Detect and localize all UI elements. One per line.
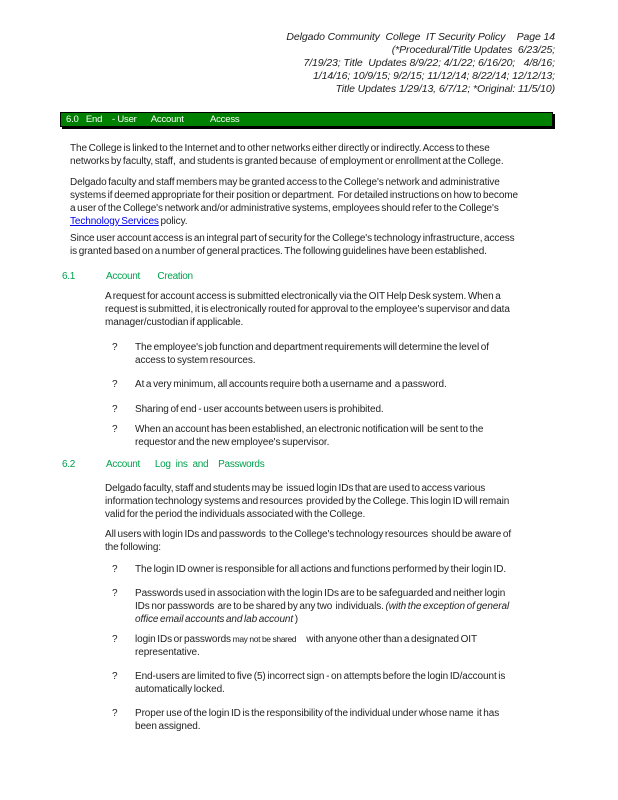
bullet-line: The login ID owner is responsible for all actions and functions performed by their login ID. <box>135 564 507 575</box>
bullet-item <box>60 423 557 449</box>
bullet-text <box>135 707 557 733</box>
bullet-item <box>60 587 557 626</box>
bullet-text-normal: ) <box>293 614 298 625</box>
bullet-marker: ? <box>112 379 118 390</box>
bullet-item <box>60 341 557 367</box>
header-line: (*Procedural/Title Updates 6/23/25; <box>391 44 555 56</box>
header-line: 1/14/16; 10/9/15; 9/2/15; 11/12/14; 8/22/14; 12/12/13; <box>313 70 555 82</box>
paragraph-line: a user of the College's network and/or administrative systems, employees should refer to the College's <box>70 203 499 214</box>
document-body <box>60 142 557 733</box>
paragraph-line: Delgado faculty and staff members may be granted access to the College's network and administrative <box>70 177 500 188</box>
bullet-item <box>60 633 557 659</box>
bullet-item <box>60 670 557 696</box>
bullet-text-normal: login IDs or passwords <box>135 634 233 645</box>
bullet-line: When an account has been established, an electronic notification will be sent to the <box>135 424 484 435</box>
bullet-text <box>135 341 557 367</box>
bullet-text-normal: IDs nor passwords are to be shared by any two individuals. <box>135 601 386 612</box>
bullet-text-normal: with anyone other than a designated OIT <box>296 634 477 645</box>
bullet-item <box>60 563 557 576</box>
bullet-item <box>60 378 557 391</box>
link-suffix-text: policy. <box>158 216 188 227</box>
bullet-text <box>135 587 557 626</box>
bullet-marker: ? <box>112 588 118 599</box>
bullet-line <box>135 633 557 646</box>
paragraph-line: A request for account access is submitted electronically via the OIT Help Desk system. When a <box>105 291 501 302</box>
paragraph-line: valid for the period the individuals associated with the College. <box>105 509 366 520</box>
bullet-line: Proper use of the login ID is the responsibility of the individual under whose name it has <box>135 708 500 719</box>
technology-services-link[interactable]: Technology Services <box>70 216 159 227</box>
bullet-text <box>135 378 557 391</box>
section-6-2-paragraph-1 <box>60 482 557 521</box>
header-line: Title Updates 1/29/13, 6/7/12; *Original: 11/5/10) <box>335 83 555 95</box>
header-line: 7/19/23; Title Updates 8/9/22; 4/1/22; 6/16/20; 4/8/16; <box>303 57 555 69</box>
intro-paragraph-1 <box>60 142 557 168</box>
document-header <box>286 31 555 96</box>
bullet-line <box>135 613 557 626</box>
bullet-marker: ? <box>112 671 118 682</box>
bullet-line: Passwords used in association with the login IDs are to be safeguarded and neither login <box>135 588 506 599</box>
bullet-marker: ? <box>112 424 118 435</box>
bullet-item <box>60 403 557 416</box>
bullet-marker: ? <box>112 708 118 719</box>
bullet-line: been assigned. <box>135 721 201 732</box>
bullet-marker: ? <box>112 564 118 575</box>
bullet-line: requestor and the new employee's supervisor. <box>135 437 330 448</box>
bullet-text <box>135 633 557 659</box>
paragraph-line: manager/custodian if applicable. <box>105 317 244 328</box>
section-title: Account Log ins and Passwords <box>106 459 265 470</box>
bullet-text <box>135 423 557 449</box>
section-title: Account Creation <box>106 271 193 282</box>
paragraph-line: All users with login IDs and passwords to the College's technology resources should be aware of <box>105 529 511 540</box>
bullet-item <box>60 707 557 733</box>
paragraph-line: the following: <box>105 542 161 553</box>
paragraph-line: systems if deemed appropriate for their position or department. For detailed instructions on how to become <box>70 190 518 201</box>
bullet-marker: ? <box>112 634 118 645</box>
bullet-text <box>135 670 557 696</box>
bullet-line: End-users are limited to five (5) incorrect sign - on attempts before the login ID/account is <box>135 671 506 682</box>
bullet-line: The employee's job function and department requirements will determine the level of <box>135 342 489 353</box>
section-number: 6.2 <box>62 459 76 470</box>
bullet-line: automatically locked. <box>135 684 225 695</box>
bullet-line: representative. <box>135 647 200 658</box>
intro-paragraph-2 <box>60 176 557 228</box>
section-number: 6.1 <box>62 271 76 282</box>
paragraph-line <box>70 215 557 228</box>
bullet-line <box>135 600 557 613</box>
bullet-text <box>135 563 557 576</box>
paragraph-line: information technology systems and resources provided by the College. This login ID will remain <box>105 496 510 507</box>
bullet-marker: ? <box>112 404 118 415</box>
bullet-text-italic: office email accounts and lab account <box>135 614 294 625</box>
bullet-line: access to system resources. <box>135 355 256 366</box>
paragraph-line: is granted based on a number of general practices. The following guidelines have been established. <box>70 246 487 257</box>
header-line: Delgado Community College IT Security Policy Page 14 <box>286 31 555 43</box>
bullet-text <box>135 403 557 416</box>
section-heading-6-2 <box>60 458 557 471</box>
section-6-1-paragraph <box>60 290 557 329</box>
paragraph-line: The College is linked to the Internet and to other networks either directly or indirectly. Access to these <box>70 143 490 154</box>
bullet-text-italic: (with the exception of general <box>385 601 510 612</box>
bullet-line: Sharing of end - user accounts between users is prohibited. <box>135 404 384 415</box>
paragraph-line: Delgado faculty, staff and students may be issued login IDs that are used to access various <box>105 483 486 494</box>
paragraph-line: request is submitted, it is electronically routed for approval to the employee's supervisor and data <box>105 304 510 315</box>
section-6-2-paragraph-2 <box>60 528 557 554</box>
section-6-banner: 6.0 End - User Account Access <box>60 112 553 127</box>
intro-paragraph-3 <box>60 232 557 258</box>
bullet-text-condensed: may not be shared <box>232 634 297 644</box>
paragraph-line: networks by faculty, staff, and students is granted because of employment or enrollment at the College. <box>70 156 504 167</box>
paragraph-line: Since user account access is an integral part of security for the College's technology infrastructure, access <box>70 233 515 244</box>
section-heading-6-1 <box>60 270 557 283</box>
bullet-line: At a very minimum, all accounts require both a username and a password. <box>135 379 447 390</box>
bullet-marker: ? <box>112 342 118 353</box>
